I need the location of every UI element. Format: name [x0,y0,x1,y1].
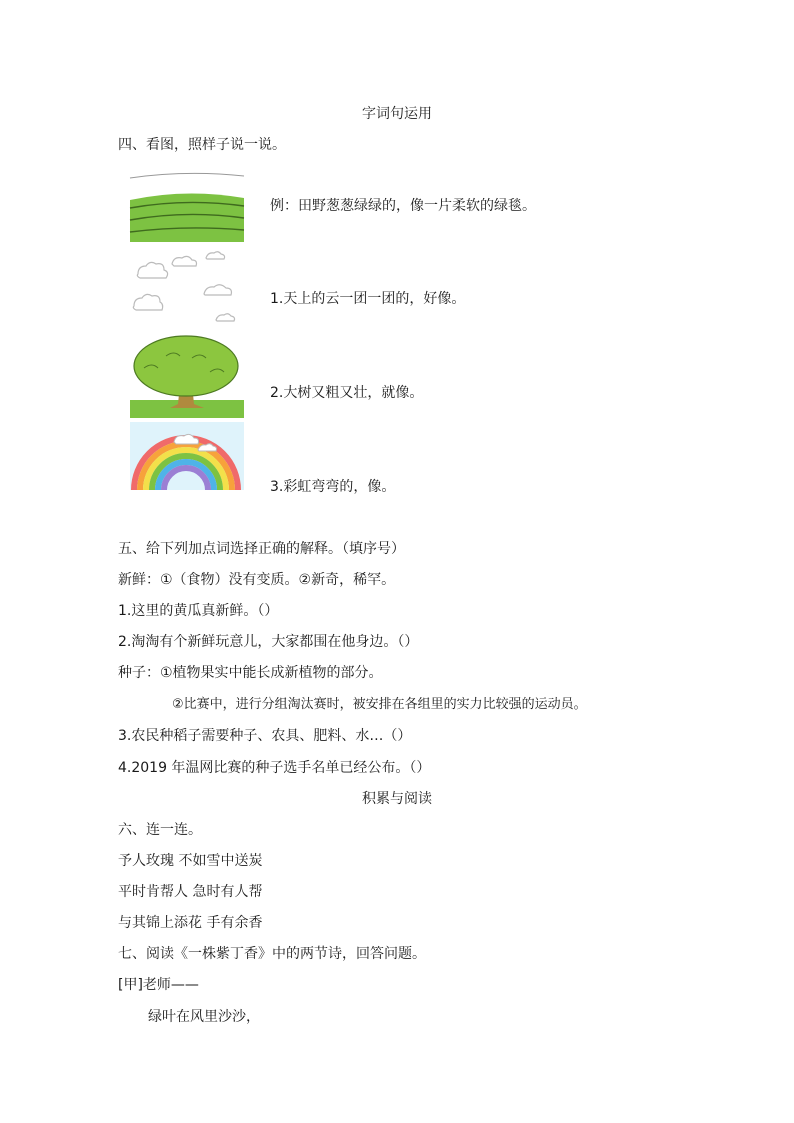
picture-column [126,170,260,505]
q4-title: 四、看图，照样子说一说。 [118,137,286,153]
rainbow-picture [126,420,248,492]
q5-sentence-2: 2.淘淘有个新鲜玩意儿，大家都围在他身边。（） [118,634,419,650]
q4-item-3: 3.彩虹弯弯的，像。 [270,479,396,495]
q6-row-3: 与其锦上添花 手有余香 [118,915,263,931]
q5-sentence-3: 3.农民种稻子需要种子、农具、肥料、水…（） [118,728,412,744]
q6-row-1: 予人玫瑰 不如雪中送炭 [118,853,263,869]
q7-title: 七、阅读《一株紫丁香》中的两节诗，回答问题。 [118,946,426,962]
clouds-picture [126,248,248,328]
q4-item-1: 1.天上的云一团一团的，好像。 [270,291,466,307]
q4-item-2: 2.大树又粗又壮，就像。 [270,385,424,401]
section-title-word-usage: 字词句运用 [362,106,432,122]
q7-poem-line-1: 绿叶在风里沙沙， [148,1009,260,1025]
q5-sentence-4: 4.2019 年温网比赛的种子选手名单已经公布。（） [118,760,431,776]
section-title-reading: 积累与阅读 [362,791,432,807]
q5-def-xinxian: 新鲜：①（食物）没有变质。②新奇，稀罕。 [118,572,396,588]
q5-title: 五、给下列加点词选择正确的解释。（填序号） [118,541,405,557]
q5-sentence-1: 1.这里的黄瓜真新鲜。（） [118,603,279,619]
field-picture [126,170,248,248]
q4-example: 例：田野葱葱绿绿的，像一片柔软的绿毯。 [270,198,536,214]
q5-def-zhongzi-2: ②比赛中，进行分组淘汰赛时，被安排在各组里的实力比较强的运动员。 [172,697,587,712]
q6-title: 六、连一连。 [118,822,202,838]
tree-picture [126,328,248,420]
q5-def-zhongzi-1: 种子：①植物果实中能长成新植物的部分。 [118,665,383,681]
q6-row-2: 平时肯帮人 急时有人帮 [118,884,263,900]
q7-part-label: [甲]老师—— [118,977,199,993]
